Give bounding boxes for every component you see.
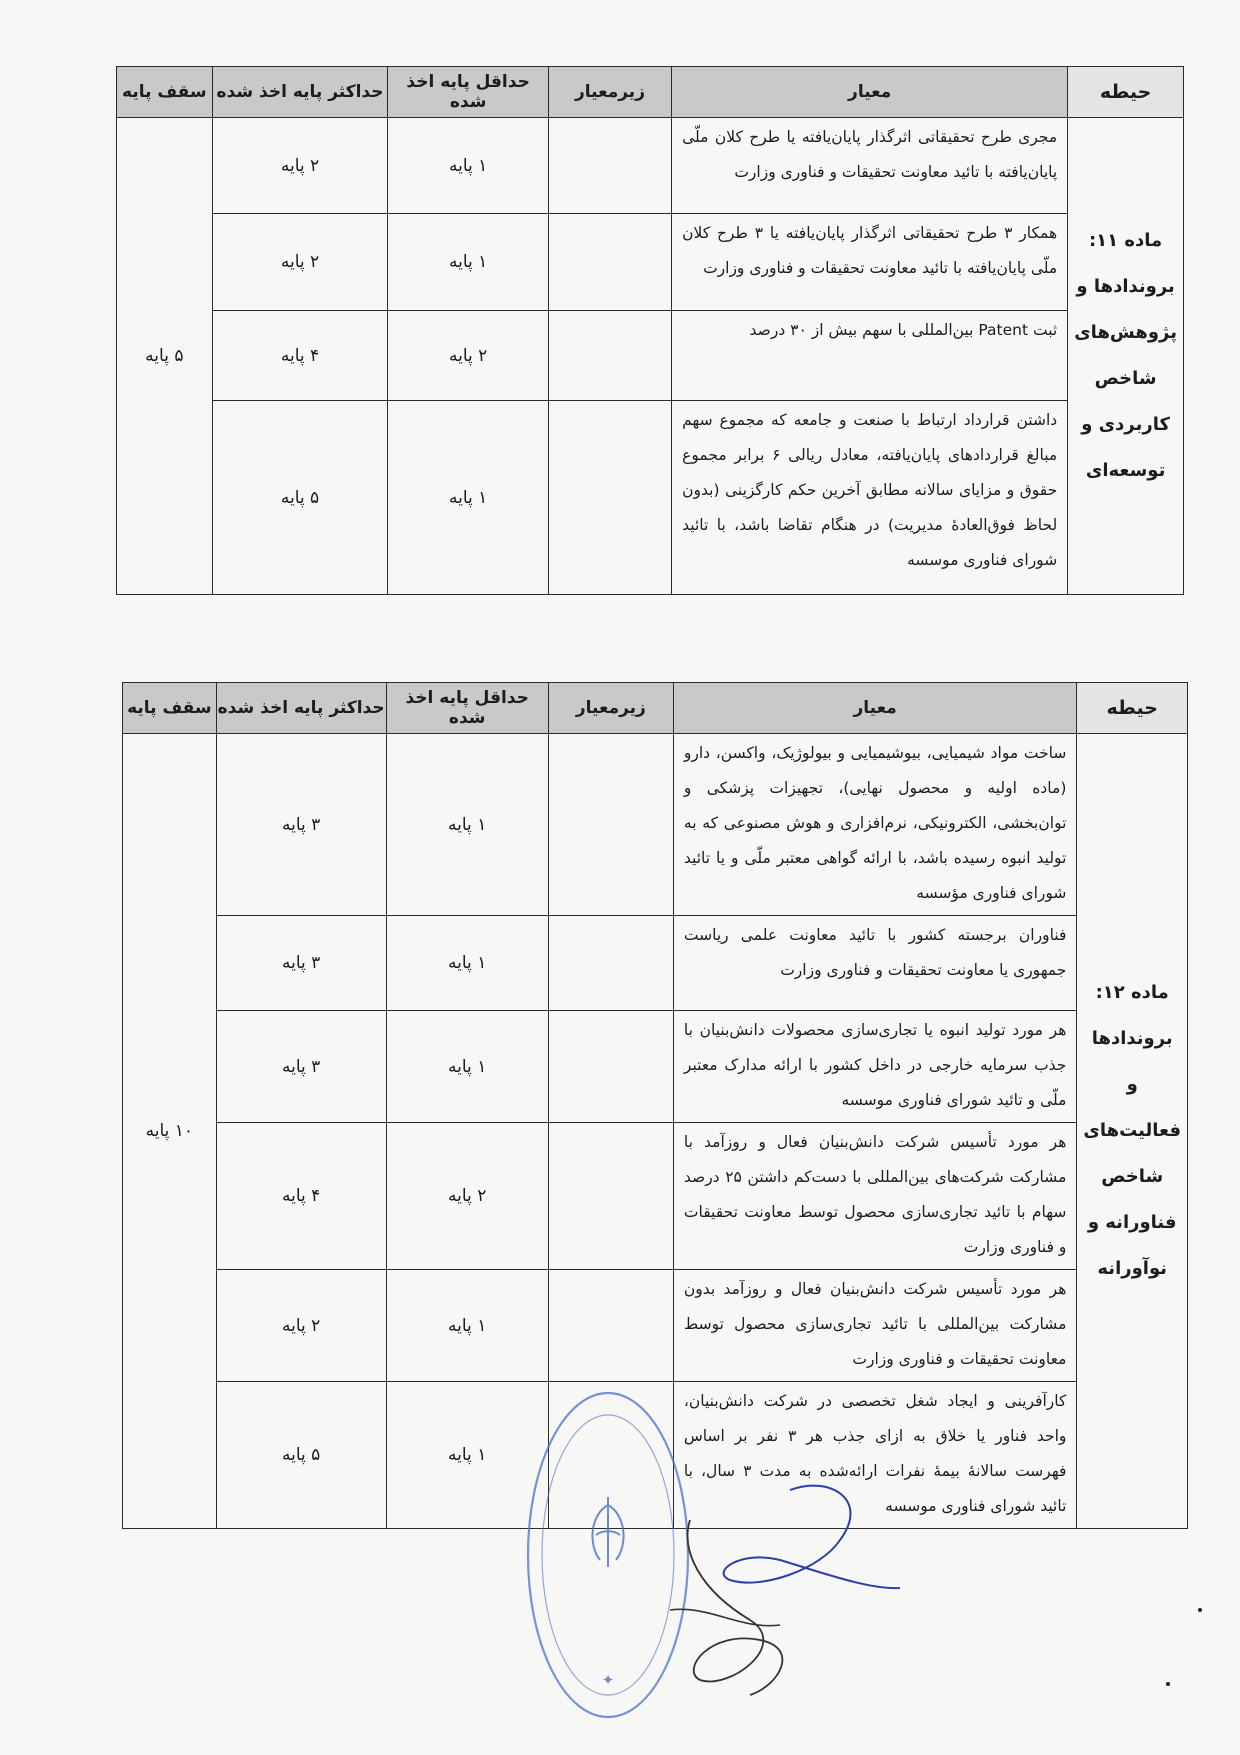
criterion-cell: ثبت Patent بین‌المللی با سهم بیش از ۳۰ درصد: [672, 311, 1068, 401]
sub-criterion-cell: [548, 1123, 673, 1270]
domain-line: کاربردی و: [1081, 414, 1170, 435]
criterion-cell: داشتن قرارداد ارتباط با صنعت و جامعه که مجموع سهم مبالغ قراردادهای پایان‌یافته، معادل ریالی ۶ برابر مجموع حقوق و مزایای سالانه مطابق آخرین حکم کارگزینی (بدون لحاظ فوق‌العادهٔ مدیریت) در هنگام تقاضا باشد، با تائید شورای فناوری موسسه: [672, 401, 1068, 595]
official-seal: [520, 1385, 695, 1725]
header-max-grade: حداکثر پایه اخذ شده: [212, 67, 388, 118]
min-grade-cell: ۱ پایه: [388, 214, 548, 311]
min-grade-cell: ۱ پایه: [386, 1382, 548, 1529]
emblem-icon: [592, 1497, 623, 1567]
criterion-cell: همکار ۳ طرح تحقیقاتی اثرگذار پایان‌یافته یا ۳ طرح کلان ملّی پایان‌یافته با تائید معاونت تحقیقات و فناوری وزارت: [672, 214, 1068, 311]
domain-line: بروندادها و: [1091, 1028, 1173, 1095]
sub-criterion-cell: [548, 734, 673, 916]
criterion-cell: ساخت مواد شیمیایی، بیوشیمیایی و بیولوژیک، واکسن، دارو (ماده اولیه و محصول نهایی)، تجهیزات پزشکی و توان‌بخشی، الکترونیکی، نرم‌افزاری و هوش مصنوعی که به تولید انبوه رسیده باشد، با ارائه گواهی معتبر ملّی و یا تائید شورای فناوری مؤسسه: [673, 734, 1077, 916]
max-grade-cell: ۳ پایه: [216, 1011, 386, 1123]
sub-criterion-cell: [548, 1011, 673, 1123]
header-min-grade: حداقل پایه اخذ شده: [388, 67, 548, 118]
domain-line: فناورانه و: [1087, 1212, 1177, 1233]
header-domain: حیطه: [1077, 683, 1188, 734]
margin-dot: [1166, 1682, 1170, 1686]
min-grade-cell: ۲ پایه: [388, 311, 548, 401]
header-row: [117, 67, 1184, 118]
domain-line: ماده ۱۱:: [1088, 230, 1163, 251]
domain-line: ماده ۱۲:: [1095, 982, 1169, 1003]
domain-cell: [1068, 118, 1184, 595]
header-max-grade: حداکثر پایه اخذ شده: [216, 683, 386, 734]
table-row: [123, 1011, 1188, 1123]
sub-criterion-cell: [548, 311, 671, 401]
table-row: [123, 1270, 1188, 1382]
domain-line: نوآورانه: [1097, 1258, 1167, 1279]
sub-criterion-cell: [548, 916, 673, 1011]
table-row: [117, 214, 1184, 311]
cap-cell: ۵ پایه: [117, 118, 213, 595]
criterion-cell: هر مورد تأسیس شرکت دانش‌بنیان فعال و روزآمد بدون مشارکت بین‌المللی با تائید تجاری‌سازی محصول توسط معاونت تحقیقات و فناوری وزارت: [673, 1270, 1077, 1382]
table-row: [123, 734, 1188, 916]
max-grade-cell: ۳ پایه: [216, 734, 386, 916]
table-row: [117, 118, 1184, 214]
svg-text:✦: ✦: [601, 1671, 615, 1689]
min-grade-cell: ۱ پایه: [388, 401, 548, 595]
criterion-cell: فناوران برجسته کشور با تائید معاونت علمی ریاست جمهوری یا معاونت تحقیقات و فناوری وزارت: [673, 916, 1077, 1011]
table-row: [117, 311, 1184, 401]
max-grade-cell: ۲ پایه: [212, 118, 388, 214]
header-min-grade: حداقل پایه اخذ شده: [386, 683, 548, 734]
margin-dot: [1198, 1608, 1202, 1612]
domain-line: بروندادها و: [1076, 276, 1175, 297]
header-criterion: معیار: [672, 67, 1068, 118]
max-grade-cell: ۲ پایه: [212, 214, 388, 311]
min-grade-cell: ۱ پایه: [388, 118, 548, 214]
max-grade-cell: ۳ پایه: [216, 916, 386, 1011]
table-article-11: [116, 66, 1184, 595]
cap-cell: ۱۰ پایه: [123, 734, 217, 1529]
header-cap: سقف پایه: [117, 67, 213, 118]
header-criterion: معیار: [673, 683, 1077, 734]
header-sub-criterion: زیرمعیار: [548, 683, 673, 734]
domain-line: پژوهش‌های: [1074, 322, 1177, 343]
max-grade-cell: ۴ پایه: [212, 311, 388, 401]
header-row: [123, 683, 1188, 734]
max-grade-cell: ۵ پایه: [212, 401, 388, 595]
min-grade-cell: ۱ پایه: [386, 1270, 548, 1382]
header-domain: حیطه: [1068, 67, 1184, 118]
min-grade-cell: ۱ پایه: [386, 1011, 548, 1123]
domain-line: توسعه‌ای: [1085, 460, 1166, 481]
header-cap: سقف پایه: [123, 683, 217, 734]
min-grade-cell: ۲ پایه: [386, 1123, 548, 1270]
domain-line: فعالیت‌های: [1083, 1120, 1181, 1141]
criterion-cell: هر مورد تولید انبوه یا تجاری‌سازی محصولات دانش‌بنیان با جذب سرمایه خارجی در داخل کشور با ارائه مدارک معتبر ملّی و تائید شورای فناوری موسسه: [673, 1011, 1077, 1123]
criterion-cell: مجری طرح تحقیقاتی اثرگذار پایان‌یافته یا طرح کلان ملّی پایان‌یافته با تائید معاونت تحقیقات و فناوری وزارت: [672, 118, 1068, 214]
max-grade-cell: ۵ پایه: [216, 1382, 386, 1529]
signature: [670, 1480, 970, 1700]
sub-criterion-cell: [548, 1270, 673, 1382]
header-sub-criterion: زیرمعیار: [548, 67, 671, 118]
table-row: [123, 1123, 1188, 1270]
table-row: [123, 916, 1188, 1011]
table-row: [117, 401, 1184, 595]
criterion-cell: کارآفرینی و ایجاد شغل تخصصی در شرکت دانش‌بنیان، واحد فناور یا خلاق به ازای جذب هر ۳ نفر بر اساس فهرست سالانهٔ بیمهٔ نفرات ارائه‌شده به مدت ۳ سال، با تائید شورای فناوری موسسه: [673, 1382, 1077, 1529]
sub-criterion-cell: [548, 118, 671, 214]
domain-cell: [1077, 734, 1188, 1529]
domain-line: شاخص: [1094, 368, 1157, 389]
max-grade-cell: ۲ پایه: [216, 1270, 386, 1382]
min-grade-cell: ۱ پایه: [386, 734, 548, 916]
criterion-cell: هر مورد تأسیس شرکت دانش‌بنیان فعال و روزآمد با مشارکت شرکت‌های بین‌المللی با دست‌کم داشتن ۲۵ درصد سهام با تائید تجاری‌سازی محصول توسط معاونت تحقیقات و فناوری وزارت: [673, 1123, 1077, 1270]
max-grade-cell: ۴ پایه: [216, 1123, 386, 1270]
sub-criterion-cell: [548, 214, 671, 311]
min-grade-cell: ۱ پایه: [386, 916, 548, 1011]
sub-criterion-cell: [548, 401, 671, 595]
domain-line: شاخص: [1101, 1166, 1164, 1187]
